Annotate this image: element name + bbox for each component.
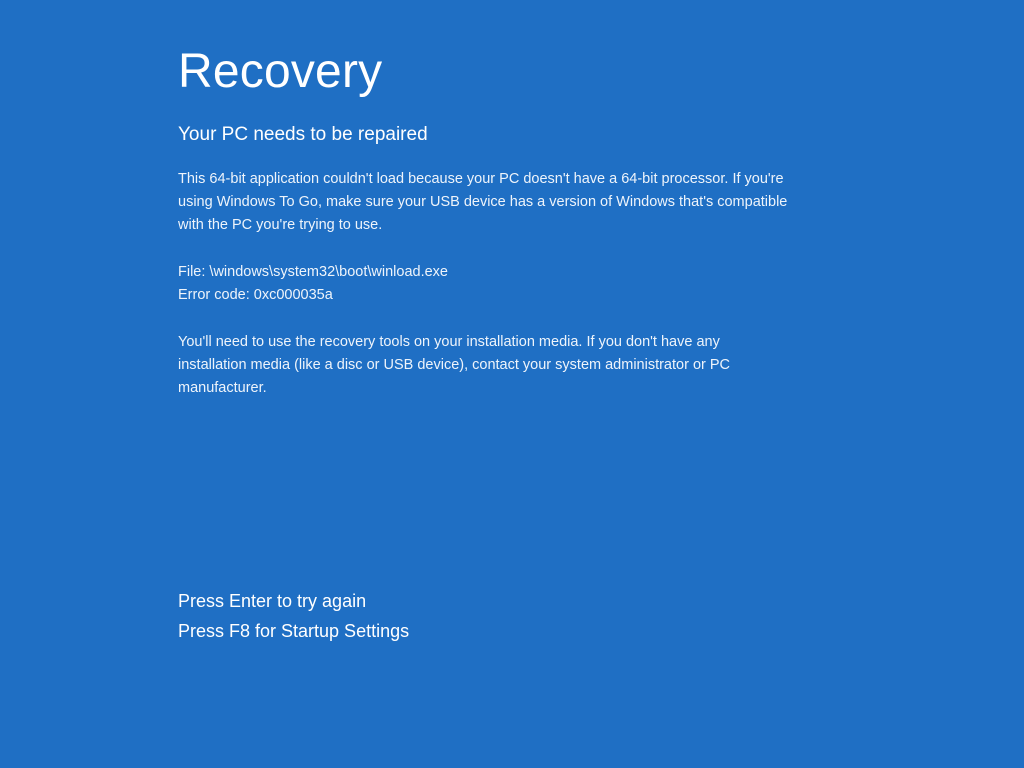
action-press-f8[interactable]: Press F8 for Startup Settings <box>178 621 410 641</box>
error-description: This 64-bit application couldn't load because your PC doesn't have a 64-bit processor. If you're using Windows To Go, make sure your USB device has a version of Windows that's compatible with the PC you're trying to use. <box>178 171 788 233</box>
error-details <box>178 261 878 307</box>
action-press-enter[interactable]: Press Enter to try again <box>178 591 367 611</box>
recovery-help-text: You'll need to use the recovery tools on your installation media. If you don't have any installation media (like a disc or USB device), contact your system administrator or PC manufacturer. <box>178 334 731 396</box>
recovery-content <box>178 44 878 400</box>
page-subtitle: Your PC needs to be repaired <box>178 124 428 145</box>
error-code: Error code: 0xc000035a <box>178 287 333 303</box>
page-title: Recovery <box>178 45 383 98</box>
recovery-help <box>178 331 878 400</box>
keyboard-actions <box>178 586 798 646</box>
error-file-path: File: \windows\system32\boot\winload.exe <box>178 264 448 280</box>
